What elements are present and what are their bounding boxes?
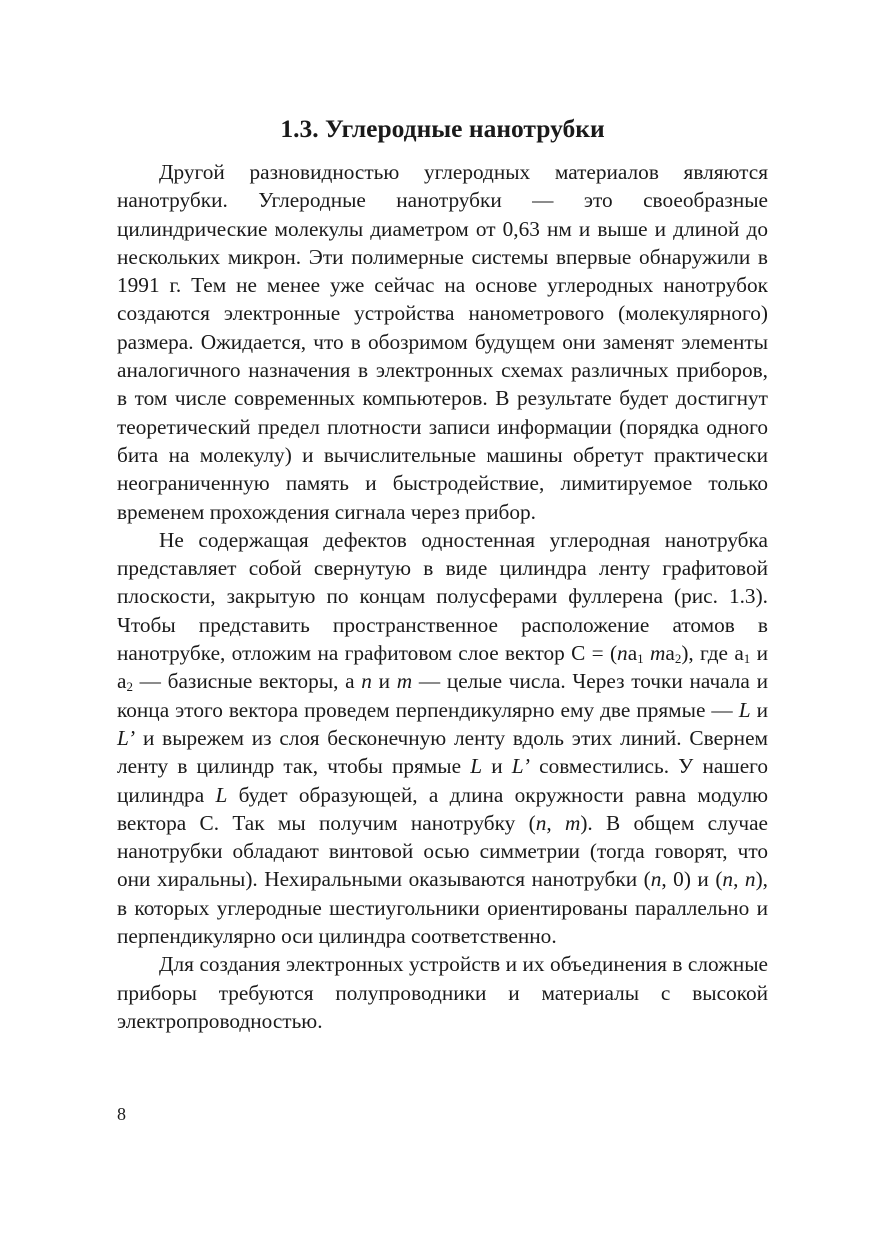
italic-variable: m: [649, 641, 666, 666]
text-run: ), в которых углеродные шестиугольники ориентированы параллельно и перпендикулярно оси цилиндра соответственно.: [117, 867, 768, 949]
text-run: Не содержащая дефектов одностенная углеродная нанотрубка представляет собой свернутую в виде цилиндра ленту графитовой плоскости, закрытую по концам полусферами фуллерена (рис. 1.3). Чтобы представить пространственное расположение атомов в нанотрубке, отложим на графитовом слое вектор С = (: [117, 527, 768, 666]
italic-variable: L: [738, 697, 751, 722]
text-run: и: [371, 669, 397, 694]
text-run: и вырежем из слоя бесконечную ленту вдоль этих линий. Свернем ленту в цилиндр так, чтобы прямые: [117, 725, 768, 779]
text-run: ,: [733, 867, 745, 892]
paragraph-2: [117, 526, 768, 950]
text-run: ), где a: [681, 641, 744, 666]
text-run: ). В общем случае нанотрубки обладают винтовой осью симметрии (тогда говорят, что они хиральны). Нехиральными оказываются нанотрубки (: [117, 810, 768, 892]
text-run: и: [750, 697, 768, 722]
section-heading: 1.3. Углеродные нанотрубки: [280, 114, 605, 143]
italic-variable: n: [722, 867, 734, 892]
text-run: — базисные векторы, а: [132, 669, 362, 694]
text-run: и a: [117, 641, 768, 694]
text-run: — целые числа. Через точки начала и конца этого вектора проведем перпендикулярно ему две прямые —: [117, 669, 768, 722]
text-run: будет образующей, а длина окружности равна модулю вектора С. Так мы получим нанотрубку (: [117, 782, 769, 835]
paragraph-1: [117, 158, 768, 526]
subscript: 1: [637, 651, 644, 667]
text-run: и: [482, 754, 512, 779]
subscript: 2: [126, 679, 133, 695]
page-number: 8: [117, 1104, 126, 1124]
italic-variable: n: [650, 867, 662, 892]
text-run: ,: [546, 810, 565, 835]
text-run: Другой разновидностью углеродных материалов являются нанотрубки. Углеродные нанотрубки — это своеобразные цилиндрические молекулы диаметром от 0,63 нм и выше и длиной до нескольких микрон. Эти полимерные системы впервые обнаружили в 1991 г. Тем не менее уже сейчас на основе углеродных нанотрубок создаются электронные устройства нанометрового (молекулярного) размера. Ожидается, что в обозримом будущем они заменят элементы аналогичного назначения в электронных схемах различных приборов, в том числе современных компьютеров. В результате будет достигнут теоретический предел плотности записи информации (порядка одного бита на молекулу) и вычислительные машины обретут практически неограниченную память и быстродействие, лимитируемое только временем прохождения сигнала через прибор.: [117, 160, 768, 524]
text-run: a: [627, 641, 638, 666]
italic-variable: m: [564, 810, 581, 835]
italic-variable: n: [535, 810, 547, 835]
italic-variable: m: [396, 669, 413, 694]
text-run: Для создания электронных устройств и их объединения в сложные приборы требуются полупроводники и материалы с высокой электропроводностью.: [117, 952, 768, 1033]
subscript: 1: [743, 651, 751, 667]
text-run: , 0) и (: [661, 867, 723, 892]
italic-variable: n: [361, 669, 372, 694]
text-run: совместились. У нашего цилиндра: [117, 754, 769, 807]
italic-variable: n: [617, 641, 628, 666]
paragraph-3: [117, 950, 768, 1035]
page-content: [117, 113, 768, 1035]
italic-variable: n: [744, 867, 756, 892]
subscript: 2: [674, 651, 682, 667]
italic-variable: L’: [117, 725, 136, 750]
italic-variable: L: [470, 754, 483, 779]
italic-variable: L’: [511, 754, 530, 779]
italic-variable: L: [215, 782, 228, 807]
text-run: a: [665, 641, 675, 666]
